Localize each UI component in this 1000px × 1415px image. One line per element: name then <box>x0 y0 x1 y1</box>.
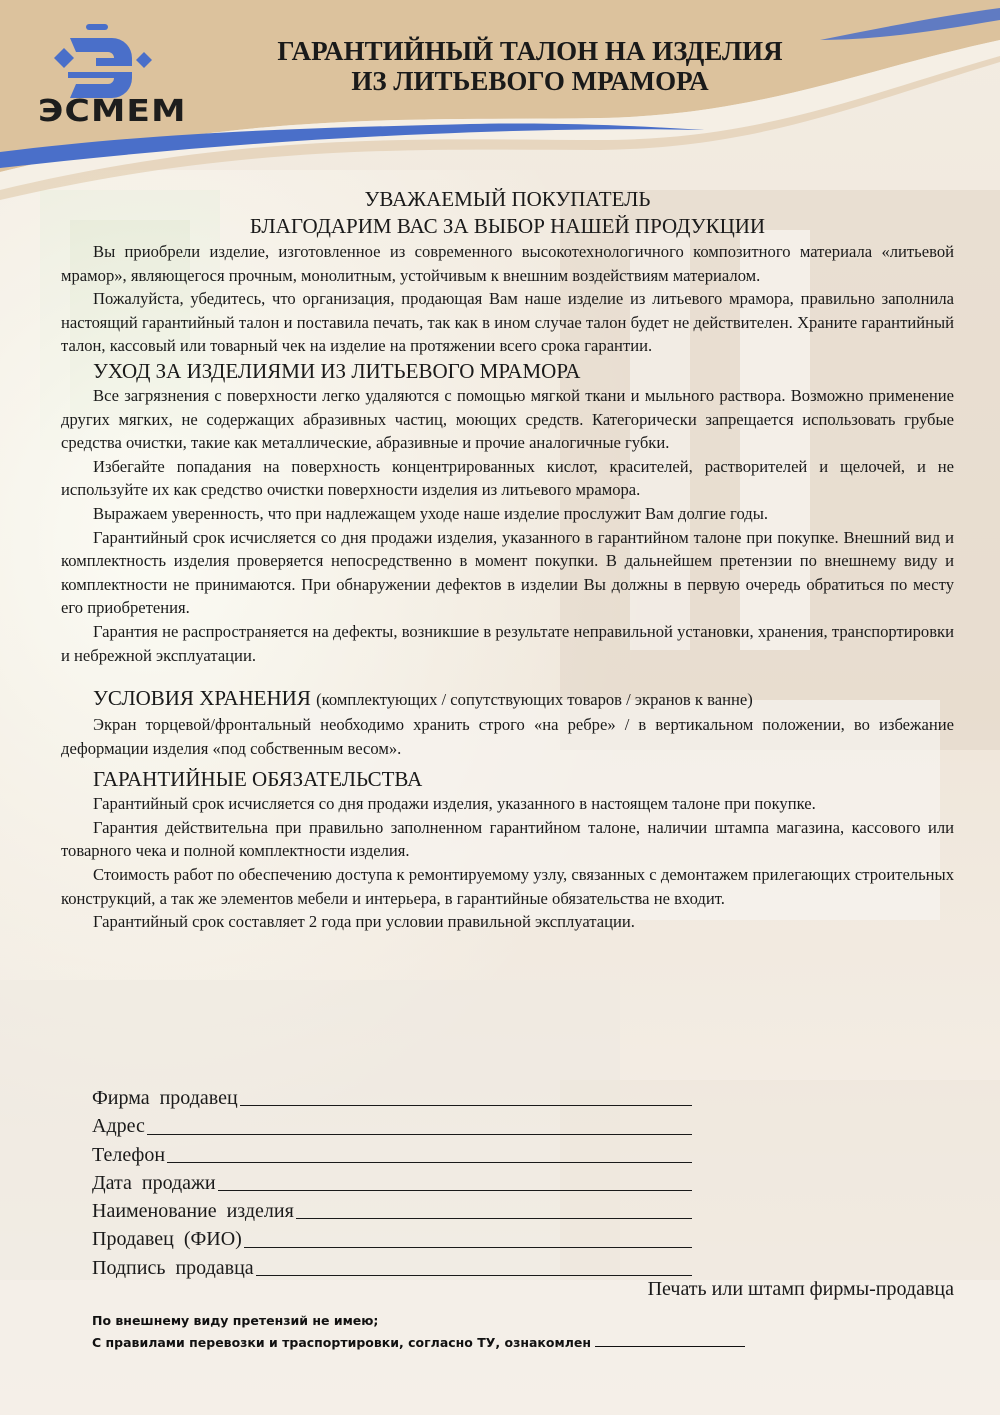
warranty-heading: ГАРАНТИЙНЫЕ ОБЯЗАТЕЛЬСТВА <box>93 767 423 792</box>
address-label: Адрес <box>92 1115 145 1138</box>
sale-date-field[interactable] <box>218 1190 692 1191</box>
warranty-paragraph-4: Гарантийный срок составляет 2 года при условии правильной эксплуатации. <box>93 912 635 932</box>
form-row-seller-signature <box>92 1254 692 1282</box>
footer-line-1: По внешнему виду претензий не имею; <box>92 1313 379 1328</box>
seller-name-field[interactable] <box>244 1247 692 1248</box>
phone-field[interactable] <box>167 1162 692 1163</box>
form-row-address <box>92 1112 692 1140</box>
care-paragraph-1: Все загрязнения с поверхности легко удаляются с помощью мягкой ткани и мыльного раствора. Возможно применение других мягких, не содержащих абразивных частиц, моющих средств. Категорически запрещается использовать грубые средства очистки, такие как металлические, абразивные и прочие аналогичные губки. <box>61 385 954 453</box>
warranty-paragraph-2: Гарантия действительна при правильно заполненном гарантийном талоне, наличии штампа магазина, кассового или товарного чека и полной комплектности изделия. <box>61 817 954 861</box>
care-paragraph-3: Выражаем уверенность, что при надлежащем уходе наше изделие прослужит Вам долгие годы. <box>93 503 769 523</box>
form-row-phone <box>92 1141 692 1169</box>
footer-acknowledgement <box>92 1310 745 1354</box>
storage-heading <box>61 685 954 713</box>
storage-paragraph-1: Экран торцевой/фронтальный необходимо хранить строго «на ребре» / в вертикальном положении, во избежание деформации изделия «под собственным весом». <box>61 715 954 758</box>
footer-line-2-row <box>92 1332 745 1354</box>
logo-text: ЭСМЕМ <box>38 94 187 129</box>
care-paragraph-5: Гарантия не распространяется на дефекты, возникшие в результате неправильной установки, хранения, транспортировки и небрежной эксплуатации. <box>61 621 954 665</box>
care-heading: УХОД ЗА ИЗДЕЛИЯМИ ИЗ ЛИТЬЕВОГО МРАМОРА <box>93 358 581 383</box>
seller-name-label: Продавец (ФИО) <box>92 1228 242 1251</box>
product-name-label: Наименование изделия <box>92 1200 294 1223</box>
greeting-heading: УВАЖАЕМЫЙ ПОКУПАТЕЛЬ <box>364 187 651 211</box>
intro-paragraph-1: Вы приобрели изделие, изготовленное из современного высокотехнологичного композитного материала «литьевой мрамор», являющегося прочным, монолитным, устойчивым к внешним воздействиям материалом. <box>61 242 954 285</box>
stamp-label: Печать или штамп фирмы-продавца <box>647 1278 954 1300</box>
footer-line-2: С правилами перевозки и траспортировки, согласно ТУ, ознакомлен <box>92 1335 591 1350</box>
seller-signature-label: Подпись продавца <box>92 1256 254 1279</box>
warranty-paragraph-1: Гарантийный срок исчисляется со дня продажи изделия, указанного в настоящем талоне при покупке. <box>93 794 816 814</box>
form-row-sale-date <box>92 1169 692 1197</box>
sale-date-label: Дата продажи <box>92 1171 216 1194</box>
form-row-seller-name <box>92 1225 692 1253</box>
product-name-field[interactable] <box>296 1218 692 1219</box>
intro-paragraph-2: Пожалуйста, убедитесь, что организация, продающая Вам наше изделие из литьевого мрамора, правильно заполнила настоящий гарантийный талон и поставила печать, так как в ином случае талон будет не действителен. Храните гарантийный талон, кассовый или товарный чек на изделие на протяжении всего срока гарантии. <box>61 289 954 356</box>
seller-firm-field[interactable] <box>240 1105 692 1106</box>
seller-signature-field[interactable] <box>256 1275 692 1276</box>
address-field[interactable] <box>147 1134 692 1135</box>
seller-form <box>92 1084 692 1282</box>
acknowledgement-signature-field[interactable] <box>595 1346 745 1347</box>
page-title <box>230 36 830 96</box>
phone-label: Телефон <box>92 1143 166 1166</box>
thanks-heading: БЛАГОДАРИМ ВАС ЗА ВЫБОР НАШЕЙ ПРОДУКЦИИ <box>249 214 766 238</box>
care-paragraph-4: Гарантийный срок исчисляется со дня продажи изделия, указанного в гарантийном талоне при покупке. Внешний вид и комплектность изделия проверяется непосредственно в момент покупки. В дальнейшем претензии по внешнему виду и комплектности не принимаются. При обнаружении дефектов в изделии Вы должны в первую очередь обратиться по месту его приобретения. <box>61 527 954 618</box>
storage-heading-text: УСЛОВИЯ ХРАНЕНИЯ <box>93 686 311 711</box>
title-line-1: ГАРАНТИЙНЫЙ ТАЛОН НА ИЗДЕЛИЯ <box>277 36 783 66</box>
warranty-paragraph-3: Стоимость работ по обеспечению доступа к ремонтируемому узлу, связанных с демонтажем прилегающих строительных конструкций, а так же элементов мебели и интерьера, в гарантийные обязательства не входит. <box>61 865 954 908</box>
care-paragraph-2: Избегайте попадания на поверхность концентрированных кислот, красителей, растворителей и щелочей, и не используйте их как средство очистки поверхности изделия из литьевого мрамора. <box>61 456 954 500</box>
document-body <box>61 186 954 934</box>
form-row-product-name <box>92 1197 692 1225</box>
storage-subheading: (комплектующих / сопутствующих товаров / экранов к ванне) <box>316 690 753 710</box>
title-line-2: ИЗ ЛИТЬЕВОГО МРАМОРА <box>351 66 709 96</box>
form-row-seller-firm <box>92 1084 692 1112</box>
seller-firm-label: Фирма продавец <box>92 1087 238 1109</box>
